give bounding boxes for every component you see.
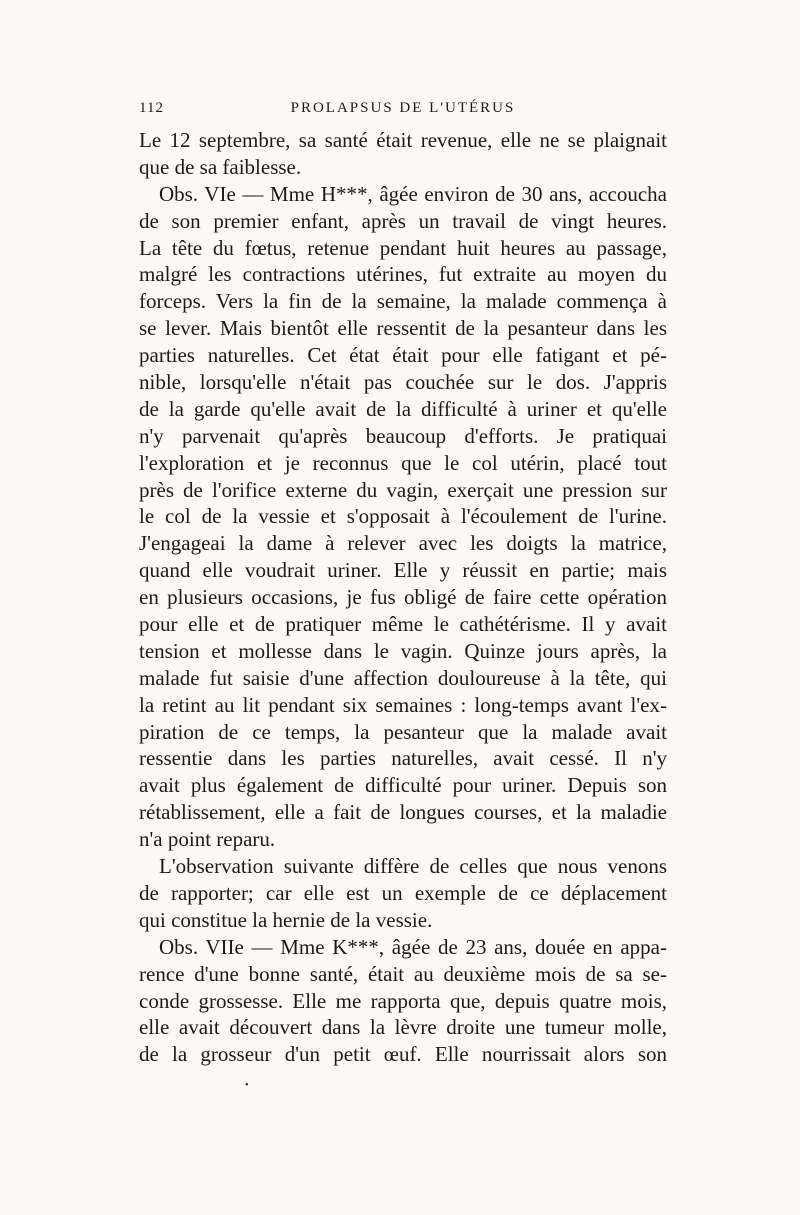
running-head: PROLAPSUS DE L'UTÉRUS	[290, 100, 516, 116]
text-line: rétablissement, elle a fait de longues courses, et la maladie	[139, 800, 667, 825]
text-line: qui constitue la hernie de la vessie.	[139, 907, 433, 932]
text-line: de la grosseur d'un petit œuf. Elle nourrissait alors son	[139, 1042, 667, 1067]
text-line: n'a point reparu.	[139, 827, 276, 852]
text-line: L'observation suivante diffère de celles que nous venons	[159, 854, 667, 879]
text-line: malgré les contractions utérines, fut extraite au moyen du	[139, 262, 667, 287]
text-line: conde grossesse. Elle me rapporta que, depuis quatre mois,	[139, 988, 667, 1013]
text-line: avait plus également de difficulté pour uriner. Depuis son	[139, 773, 667, 798]
text-line: quand elle voudrait uriner. Elle y réussit en partie; mais	[139, 558, 667, 583]
text-line: parties naturelles. Cet état était pour elle fatigant et pé-	[139, 343, 667, 368]
page-header	[139, 94, 667, 122]
text-line: le col de la vessie et s'opposait à l'écoulement de l'urine.	[139, 504, 667, 529]
text-line: de rapporter; car elle est un exemple de ce déplacement	[139, 880, 667, 905]
text-line: que de sa faiblesse.	[139, 154, 302, 179]
text-line: Le 12 septembre, sa santé était revenue, elle ne se plaignait	[139, 128, 667, 152]
text-line: malade fut saisie d'une affection douloureuse à la tête, qui	[139, 665, 667, 690]
text-line: rence d'une bonne santé, était au deuxième mois de sa se-	[139, 961, 667, 986]
text-line: forceps. Vers la fin de la semaine, la malade commença à	[139, 289, 667, 314]
text-line: l'exploration et je reconnus que le col utérin, placé tout	[139, 450, 667, 475]
text-line: près de l'orifice externe du vagin, exerçait une pression sur	[139, 477, 667, 502]
body-text	[139, 127, 667, 1068]
text-line: la retint au lit pendant six semaines : long-temps avant l'ex-	[139, 692, 667, 717]
text-line: ressentie dans les parties naturelles, avait cessé. Il n'y	[139, 746, 667, 771]
text-line: elle avait découvert dans la lèvre droite une tumeur molle,	[139, 1015, 667, 1040]
text-line: n'y parvenait qu'après beaucoup d'efforts. Je pratiquai	[139, 423, 667, 448]
text-line: piration de ce temps, la pesanteur que la malade avait	[139, 719, 667, 744]
text-line: se lever. Mais bientôt elle ressentit de la pesanteur dans les	[139, 316, 667, 341]
text-line: de la garde qu'elle avait de la difficulté à uriner et qu'elle	[139, 396, 667, 421]
text-line: La tête du fœtus, retenue pendant huit heures au passage,	[139, 235, 667, 260]
text-line: nible, lorsqu'elle n'était pas couchée sur le dos. J'appris	[139, 370, 667, 395]
text-line: J'engageai la dame à relever avec les doigts la matrice,	[139, 531, 667, 556]
text-line: tension et mollesse dans le vagin. Quinze jours après, la	[139, 638, 667, 663]
text-line: Obs. VIe — Mme H***, âgée environ de 30 ans, accoucha	[159, 181, 667, 206]
text-line: de son premier enfant, après un travail de vingt heures.	[139, 208, 667, 233]
text-line: en plusieurs occasions, je fus obligé de faire cette opération	[139, 585, 667, 610]
text-line: Obs. VIIe — Mme K***, âgée de 23 ans, douée en appa-	[159, 934, 667, 959]
footer-mark: •	[245, 1080, 249, 1091]
text-line: pour elle et de pratiquer même le cathétérisme. Il y avait	[139, 612, 667, 637]
page-number: 112	[139, 100, 164, 116]
